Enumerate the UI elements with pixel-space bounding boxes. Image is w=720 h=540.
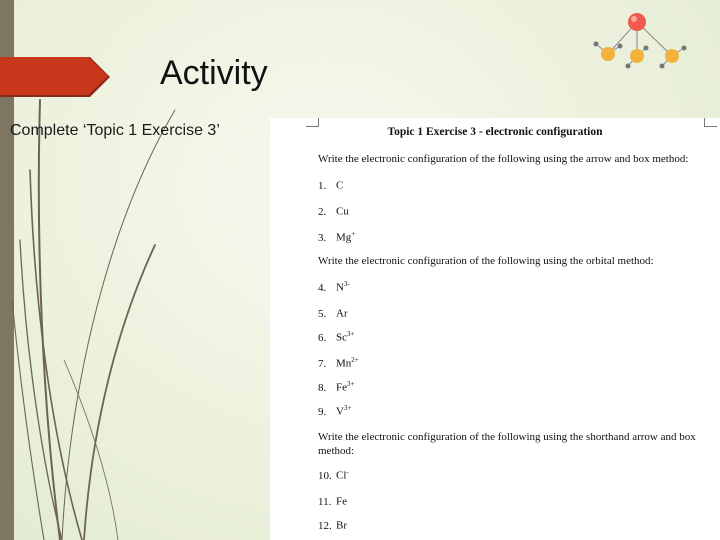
title-marker-tab	[0, 57, 108, 95]
question-item: 4. $N^{3-}$	[318, 280, 350, 294]
question-item: 8. $Fe^{3+}$	[318, 380, 355, 394]
section-instruction: Write the electronic configuration of the following using the shorthand arrow and box method:	[318, 431, 696, 457]
question-item: 5. Ar	[318, 307, 348, 320]
question-item: 3. Mg+	[318, 230, 356, 244]
question-item: 12. Br	[318, 519, 347, 532]
slide-title: Activity	[160, 54, 268, 92]
question-item: 11. Fe	[318, 495, 347, 508]
slide-subtitle: Complete ‘Topic 1 Exercise 3’	[10, 122, 220, 139]
molecule-icon	[588, 4, 698, 74]
section-instruction: Write the electronic configuration of the following using the arrow and box method:	[318, 153, 689, 165]
section-instruction: Write the electronic configuration of the following using the orbital method:	[318, 255, 654, 267]
question-item: 10. Cl-	[318, 468, 349, 482]
worksheet-title: Topic 1 Exercise 3 - electronic configuration	[387, 126, 603, 138]
question-item: 6. $Sc^{3+}$	[318, 330, 355, 344]
question-item: 2. Cu	[318, 205, 349, 218]
question-item: 9. $V^{3+}$	[318, 404, 352, 418]
question-item: 1. C	[318, 179, 344, 192]
question-item: 7. $Mn^{2+}$	[318, 356, 359, 370]
worksheet-image	[270, 118, 720, 540]
